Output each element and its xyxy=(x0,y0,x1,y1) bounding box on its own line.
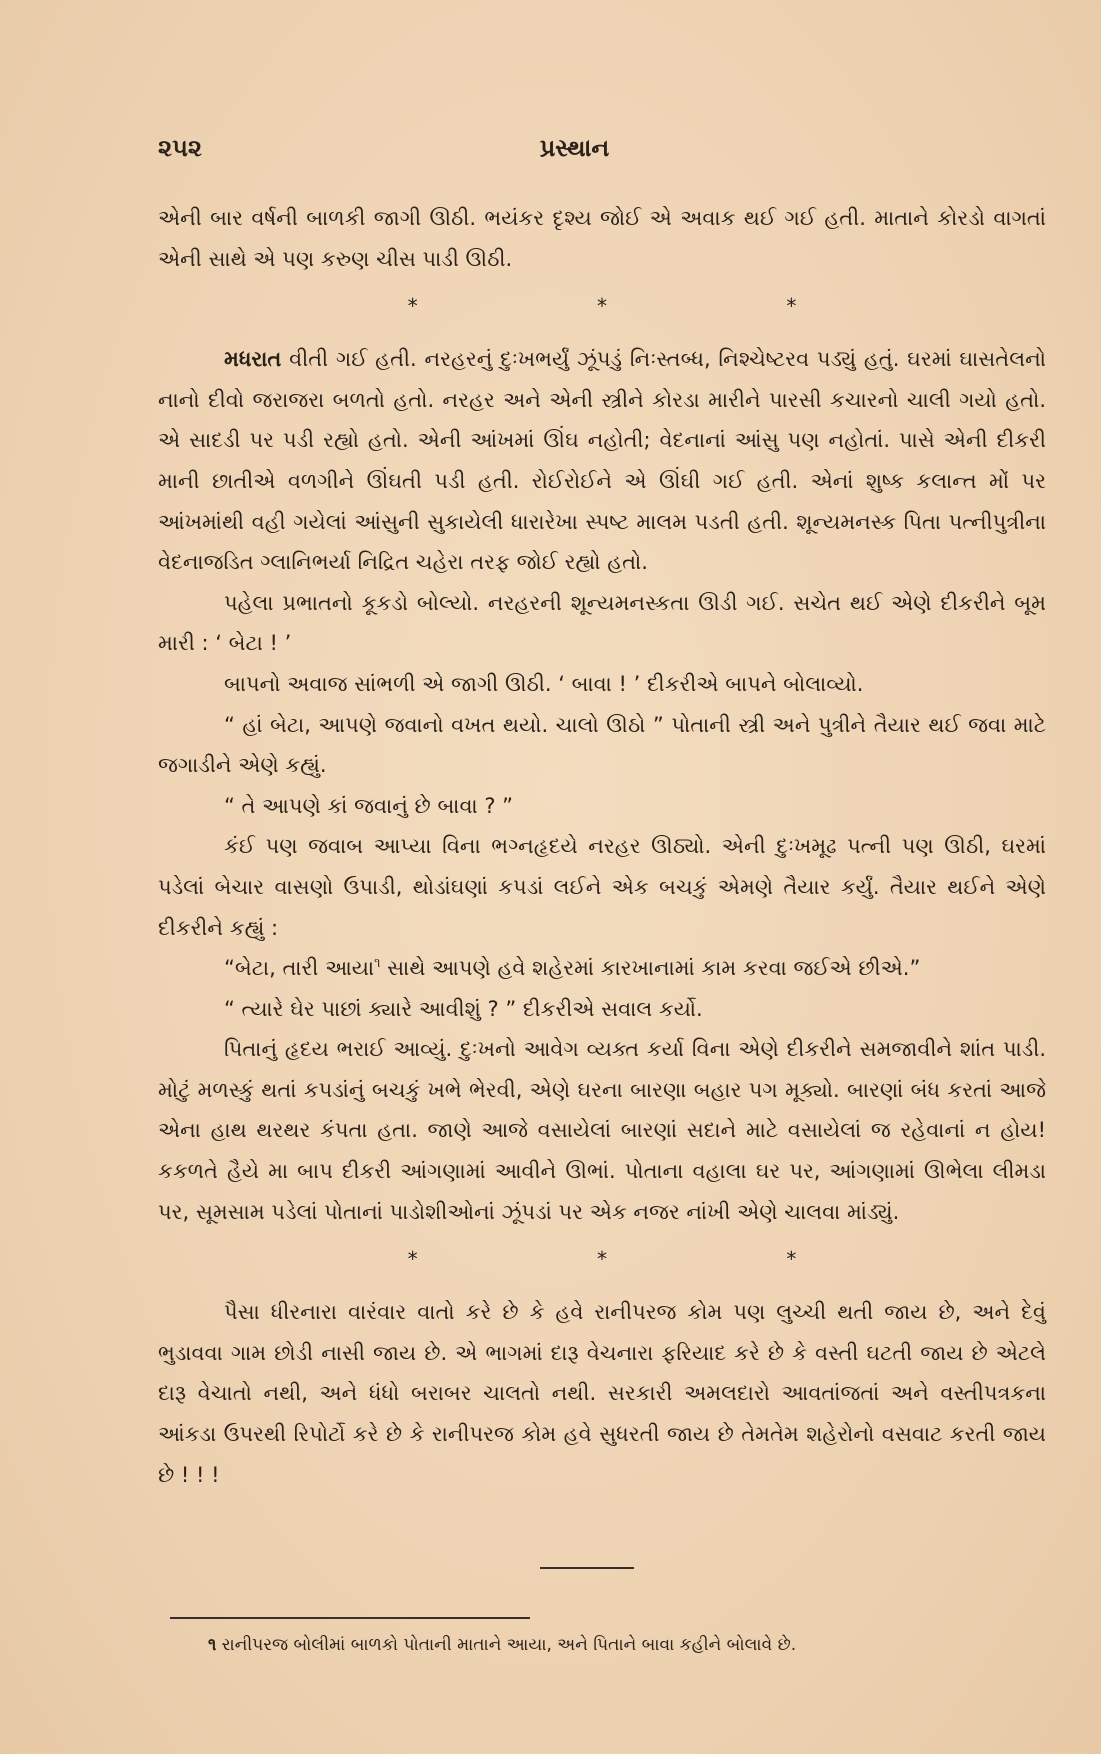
footnote-text: રાનીપરજ બોલીમાં બાળકો પોતાની માતાને આયા, અને પિતાને બાવા કહીને બોલાવે છે. xyxy=(216,1635,797,1655)
paragraph-4: બાપનો અવાજ સાંભળી એ જાગી ઊઠી. ‘ બાવા ! ’ દીકરીએ બાપને બોલાવ્યો. xyxy=(224,671,864,696)
paragraph-8-text-a: “બેટા, તારી આયા xyxy=(224,956,375,981)
separator-asterisk: * xyxy=(407,294,418,319)
chapter-end-rule xyxy=(540,1567,634,1569)
body-text xyxy=(158,198,1046,1495)
footnote-reference: ૧ xyxy=(374,956,381,972)
footnote-mark: ૧ xyxy=(208,1635,217,1655)
section-separator xyxy=(158,1240,1046,1278)
separator-asterisk: * xyxy=(407,1247,418,1272)
page-header xyxy=(158,134,991,174)
separator-asterisk: * xyxy=(596,294,607,319)
paragraph-6: “ તે આપણે કાં જવાનું છે બાવા ? ” xyxy=(224,793,514,818)
separator-asterisk: * xyxy=(786,1247,797,1272)
separator-asterisk: * xyxy=(786,294,797,319)
section-separator xyxy=(158,287,1046,325)
paragraph-1: એની બાર વર્ષની બાળકી જાગી ઊઠી. ભયંકર દૃશ્ય જોઈ એ અવાક થઈ ગઈ હતી. માતાને કોરડો વાગતાં એની સાથે એ પણ કરુણ ચીસ પાડી ઊઠી. xyxy=(158,206,1046,271)
page-number: ૨૫૨ xyxy=(158,134,202,162)
paragraph-5: “ હાં બેટા, આપણે જવાનો વખત થયો. ચાલો ઊઠો ” પોતાની સ્ત્રી અને પુત્રીને તૈયાર થઈ જવા માટે જગાડીને એણે કહ્યું. xyxy=(158,712,1046,778)
footnote-rule xyxy=(170,1617,530,1619)
paragraph-3: પહેલા પ્રભાતનો કૂકડો બોલ્યો. નરહરની શૂન્યમનસ્કતા ઊડી ગઈ. સચેત થઈ એણે દીકરીને બૂમ મારી : ‘ બેટા ! ’ xyxy=(158,590,1046,656)
paragraph-2-text: વીતી ગઈ હતી. નરહરનું દુઃખભર્યું ઝૂંપડું નિઃસ્તબ્ધ, નિશ્ચેષ્ટરવ પડ્યું હતું. ઘરમાં ઘાસતેલનો નાનો દીવો જરાજરા બળતો હતો. નરહર અને એની સ્ત્રીને કોરડા મારીને પારસી કચારનો ચાલી ગયો હતો. એ સાદડી પર પડી રહ્યો હતો. એની આંખમાં ઊંઘ નહોતી; વેદનાનાં આંસુ પણ નહોતાં. પાસે એની દીકરી માની છાતીએ વળગીને ઊંઘતી પડી હતી. રોઈરોઈને એ ઊંઘી ગઈ હતી. એનાં શુષ્ક કલાન્ત મોં પર આંખમાંથી વહી ગયેલાં આંસુની સુકાયેલી ધારારેખા સ્પષ્ટ માલમ પડતી હતી. શૂન્યમનસ્ક પિતા પત્નીપુત્રીના વેદનાજડિત ગ્લાનિભર્યા નિદ્રિત ચહેરા તરફ જોઈ રહ્યો હતો. xyxy=(158,347,1046,575)
paragraph-11: પૈસા ધીરનારા વારંવાર વાતો કરે છે કે હવે રાનીપરજ કોમ પણ લુચ્ચી થતી જાય છે, અને દેવું ભુડાવવા ગામ છોડી નાસી જાય છે. એ ભાગમાં દારૂ વેચનારા ફરિયાદ કરે છે કે વસ્તી ઘટતી જાય છે એટલે દારૂ વેચાતો નથી, અને ધંધો બરાબર ચાલતો નથી. સરકારી અમલદારો આવતાંજતાં અને વસ્તીપત્રકના આંકડા ઉપરથી રિપોર્ટો કરે છે કે રાનીપરજ કોમ હવે સુધરતી જાય છે તેમતેમ શહેરોનો વસવાટ કરતી જાય છે ! ! ! xyxy=(158,1300,1046,1487)
footnote xyxy=(208,1630,1058,1660)
paragraph-8-text-b: સાથે આપણે હવે શહેરમાં કારખાનામાં કામ કરવા જઈએ છીએ.” xyxy=(380,956,921,981)
paragraph-10: પિતાનું હૃદય ભરાઈ આવ્યું. દુઃખનો આવેગ વ્યક્ત કર્યા વિના એણે દીકરીને સમજાવીને શાંત પાડી. મોટું મળસ્કું થતાં કપડાંનું બચકું ખભે ભેરવી, એણે ઘરના બારણા બહાર પગ મૂક્યો. બારણાં બંધ કરતાં આજે એના હાથ થરથર કંપતા હતા. જાણે આજે વસાયેલાં બારણાં સદાને માટે વસાયેલાં જ રહેવાનાં ન હોય! કકળતે હૈયે મા બાપ દીકરી આંગણામાં આવીને ઊભાં. પોતાના વહાલા ઘર પર, આંગણામાં ઊભેલા લીમડા પર, સૂમસામ પડેલાં પોતાનાં પાડોશીઓનાં ઝૂંપડાં પર એક નજર નાંખી એણે ચાલવા માંડ્યું. xyxy=(158,1037,1046,1224)
running-title: પ્રસ્થાન xyxy=(539,134,610,162)
paragraph-8 xyxy=(158,948,1046,989)
paragraph-2-lead: મધરાત xyxy=(224,347,282,372)
separator-asterisk: * xyxy=(596,1247,607,1272)
paragraph-9: “ ત્યારે ઘેર પાછાં ક્યારે આવીશું ? ” દીકરીએ સવાલ કર્યો. xyxy=(224,996,703,1021)
paragraph-2 xyxy=(158,339,1046,583)
paragraph-7: કંઈ પણ જવાબ આપ્યા વિના ભગ્નહૃદયે નરહર ઊઠ્યો. એની દુઃખમૂઢ પત્ની પણ ઊઠી, ઘરમાં પડેલાં બેચાર વાસણો ઉપાડી, થોડાંઘણાં કપડાં લઈને એક બચકું એમણે તૈયાર કર્યું. તૈયાર થઈને એણે દીકરીને કહ્યું : xyxy=(158,834,1046,940)
